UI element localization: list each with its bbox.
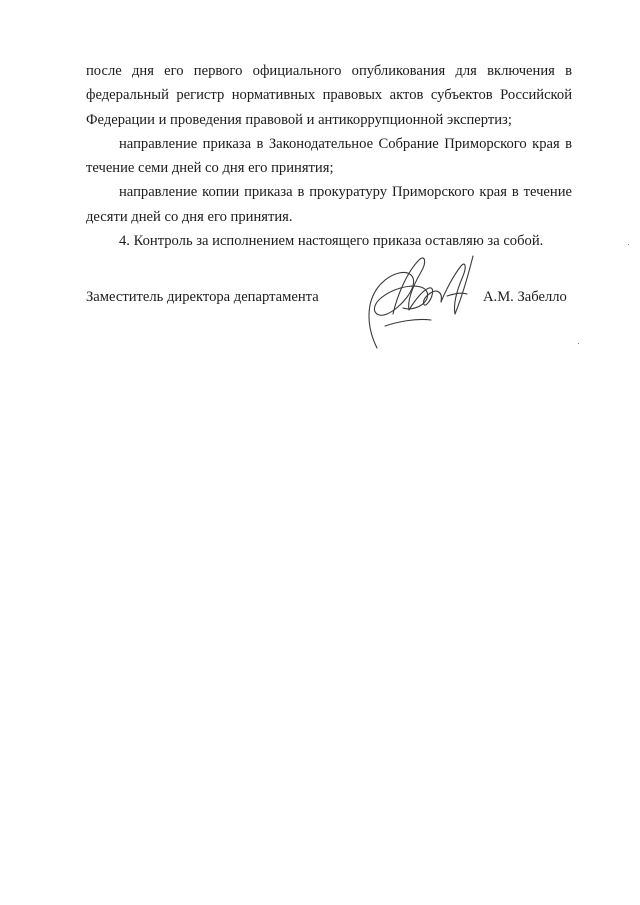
document-body: [86, 59, 572, 253]
scan-speck: [628, 244, 629, 245]
signer-name: А.М. Забелло: [483, 289, 567, 305]
handwritten-signature: [357, 248, 482, 353]
signer-position: Заместитель директора департамента: [86, 289, 319, 305]
paragraph-prosecutor-office: направление копии приказа в прокуратуру Приморского края в течение десяти дней со дня его принятия.: [86, 184, 572, 225]
paragraph-legislative-assembly: направление приказа в Законодательное Собрание Приморского края в течение семи дней со дня его принятия;: [86, 135, 572, 177]
signature-block: [86, 286, 572, 346]
paragraph-control-clause: 4. Контроль за исполнением настоящего приказа оставляю за собой.: [119, 233, 544, 250]
paragraph-publication-registry: после дня его первого официального опубликования для включения в федеральный регистр нормативных правовых актов субъектов Российской Федерации и проведения правовой и антикоррупционной экспертиз;: [86, 63, 572, 128]
scan-speck: [578, 343, 579, 344]
